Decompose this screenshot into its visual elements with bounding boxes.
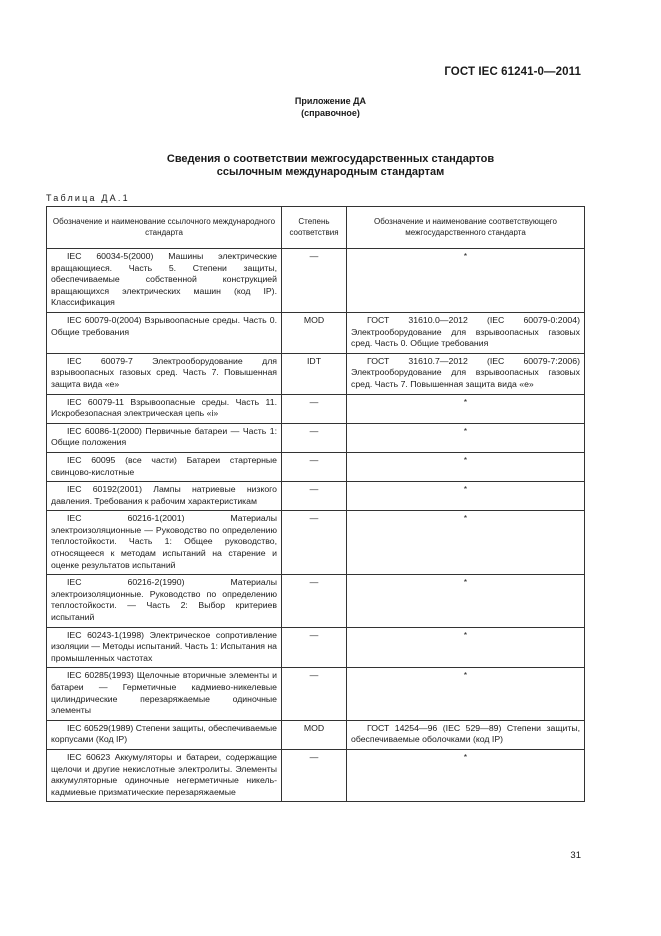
- degree-cell: MOD: [282, 312, 347, 353]
- table-row: [47, 353, 585, 394]
- interstate-standard-cell: ГОСТ 14254—96 (IEC 529—89) Степени защиты, обеспечиваемые оболочками (код IP): [347, 720, 585, 749]
- interstate-standard-cell: *: [347, 749, 585, 801]
- interstate-standard-cell: ГОСТ 31610.7—2012 (IEC 60079-7:2006) Электрооборудование для взрывоопасных газовых сред. Часть 7. Повышенная защита вида «е»: [347, 353, 585, 394]
- column-header-degree: Степень соответствия: [282, 207, 347, 249]
- table-row: [47, 511, 585, 575]
- appendix-subtitle: (справочное): [301, 108, 360, 118]
- interstate-standard-cell: *: [347, 423, 585, 452]
- appendix-block: [0, 95, 661, 119]
- table-row: [47, 312, 585, 353]
- table-row: [47, 423, 585, 452]
- degree-cell: —: [282, 482, 347, 511]
- degree-cell: MOD: [282, 720, 347, 749]
- interstate-standard-cell: *: [347, 452, 585, 481]
- international-standard-cell: IEC 60243-1(1998) Электрическое сопротивление изоляции — Методы испытаний. Часть 1: Испытания на промышленных частотах: [47, 627, 282, 668]
- table-row: [47, 627, 585, 668]
- international-standard-cell: IEC 60192(2001) Лампы натриевые низкого давления. Требования к рабочим характеристикам: [47, 482, 282, 511]
- degree-cell: IDT: [282, 353, 347, 394]
- degree-cell: —: [282, 511, 347, 575]
- degree-cell: —: [282, 423, 347, 452]
- international-standard-cell: IEC 60216-1(2001) Материалы электроизоляционные — Руководство по определению теплостойкости. Часть 1: Общее руководство, относящееся к методам испытаний на старение и оценке результатов испытаний: [47, 511, 282, 575]
- table-row: [47, 249, 585, 313]
- degree-cell: —: [282, 749, 347, 801]
- international-standard-cell: IEC 60086-1(2000) Первичные батареи — Часть 1: Общие положения: [47, 423, 282, 452]
- table-row: [47, 720, 585, 749]
- international-standard-cell: IEC 60216-2(1990) Материалы электроизоляционные. Руководство по определению теплостойкости. — Часть 2: Выбор критериев испытаний: [47, 575, 282, 627]
- interstate-standard-cell: *: [347, 627, 585, 668]
- table-row: [47, 575, 585, 627]
- degree-cell: —: [282, 394, 347, 423]
- table-row: [47, 482, 585, 511]
- table-row: [47, 452, 585, 481]
- degree-cell: —: [282, 452, 347, 481]
- document-code: ГОСТ IEC 61241-0—2011: [444, 66, 581, 78]
- table-row: [47, 394, 585, 423]
- column-header-international: Обозначение и наименование ссылочного международного стандарта: [47, 207, 282, 249]
- international-standard-cell: IEC 60079-11 Взрывоопасные среды. Часть 11. Искробезопасная электрическая цепь «i»: [47, 394, 282, 423]
- interstate-standard-cell: *: [347, 249, 585, 313]
- international-standard-cell: IEC 60079-7 Электрооборудование для взрывоопасных газовых сред. Часть 7. Повышенная защита вида «е»: [47, 353, 282, 394]
- interstate-standard-cell: *: [347, 394, 585, 423]
- table-body: [47, 249, 585, 802]
- international-standard-cell: IEC 60285(1993) Щелочные вторичные элементы и батареи — Герметичные кадмиево-никелевые цилиндрические перезаряжаемые одиночные элементы: [47, 668, 282, 720]
- section-heading: [0, 153, 661, 179]
- heading-line-1: Сведения о соответствии межгосударственных стандартов: [166, 153, 495, 165]
- degree-cell: —: [282, 627, 347, 668]
- interstate-standard-cell: *: [347, 575, 585, 627]
- table-header-row: [47, 207, 585, 249]
- interstate-standard-cell: *: [347, 482, 585, 511]
- table-row: [47, 749, 585, 801]
- international-standard-cell: IEC 60529(1989) Степени защиты, обеспечиваемые корпусами (Код IP): [47, 720, 282, 749]
- degree-cell: —: [282, 668, 347, 720]
- international-standard-cell: IEC 60095 (все части) Батареи стартерные свинцово-кислотные: [47, 452, 282, 481]
- heading-line-2: ссылочным международным стандартам: [216, 166, 445, 178]
- table-caption: Таблица ДА.1: [46, 193, 130, 203]
- table-row: [47, 668, 585, 720]
- standards-table: [46, 206, 585, 802]
- degree-cell: —: [282, 575, 347, 627]
- international-standard-cell: IEC 60034-5(2000) Машины электрические вращающиеся. Часть 5. Степени защиты, обеспечиваемые собственной конструкцией вращающихся электрических машин (код IP). Классификация: [47, 249, 282, 313]
- interstate-standard-cell: *: [347, 511, 585, 575]
- international-standard-cell: IEC 60623 Аккумуляторы и батареи, содержащие щелочи и другие некислотные электролиты. Элементы аккумуляторные одиночные негерметичные никель-кадмиевые призматические перезаряжаемые: [47, 749, 282, 801]
- international-standard-cell: IEC 60079-0(2004) Взрывоопасные среды. Часть 0. Общие требования: [47, 312, 282, 353]
- degree-cell: —: [282, 249, 347, 313]
- page-number: 31: [570, 850, 581, 861]
- interstate-standard-cell: ГОСТ 31610.0—2012 (IEC 60079-0:2004) Электрооборудование для взрывоопасных газовых сред. Часть 0. Общие требования: [347, 312, 585, 353]
- interstate-standard-cell: *: [347, 668, 585, 720]
- column-header-interstate: Обозначение и наименование соответствующего межгосударственного стандарта: [347, 207, 585, 249]
- appendix-title: Приложение ДА: [294, 96, 367, 106]
